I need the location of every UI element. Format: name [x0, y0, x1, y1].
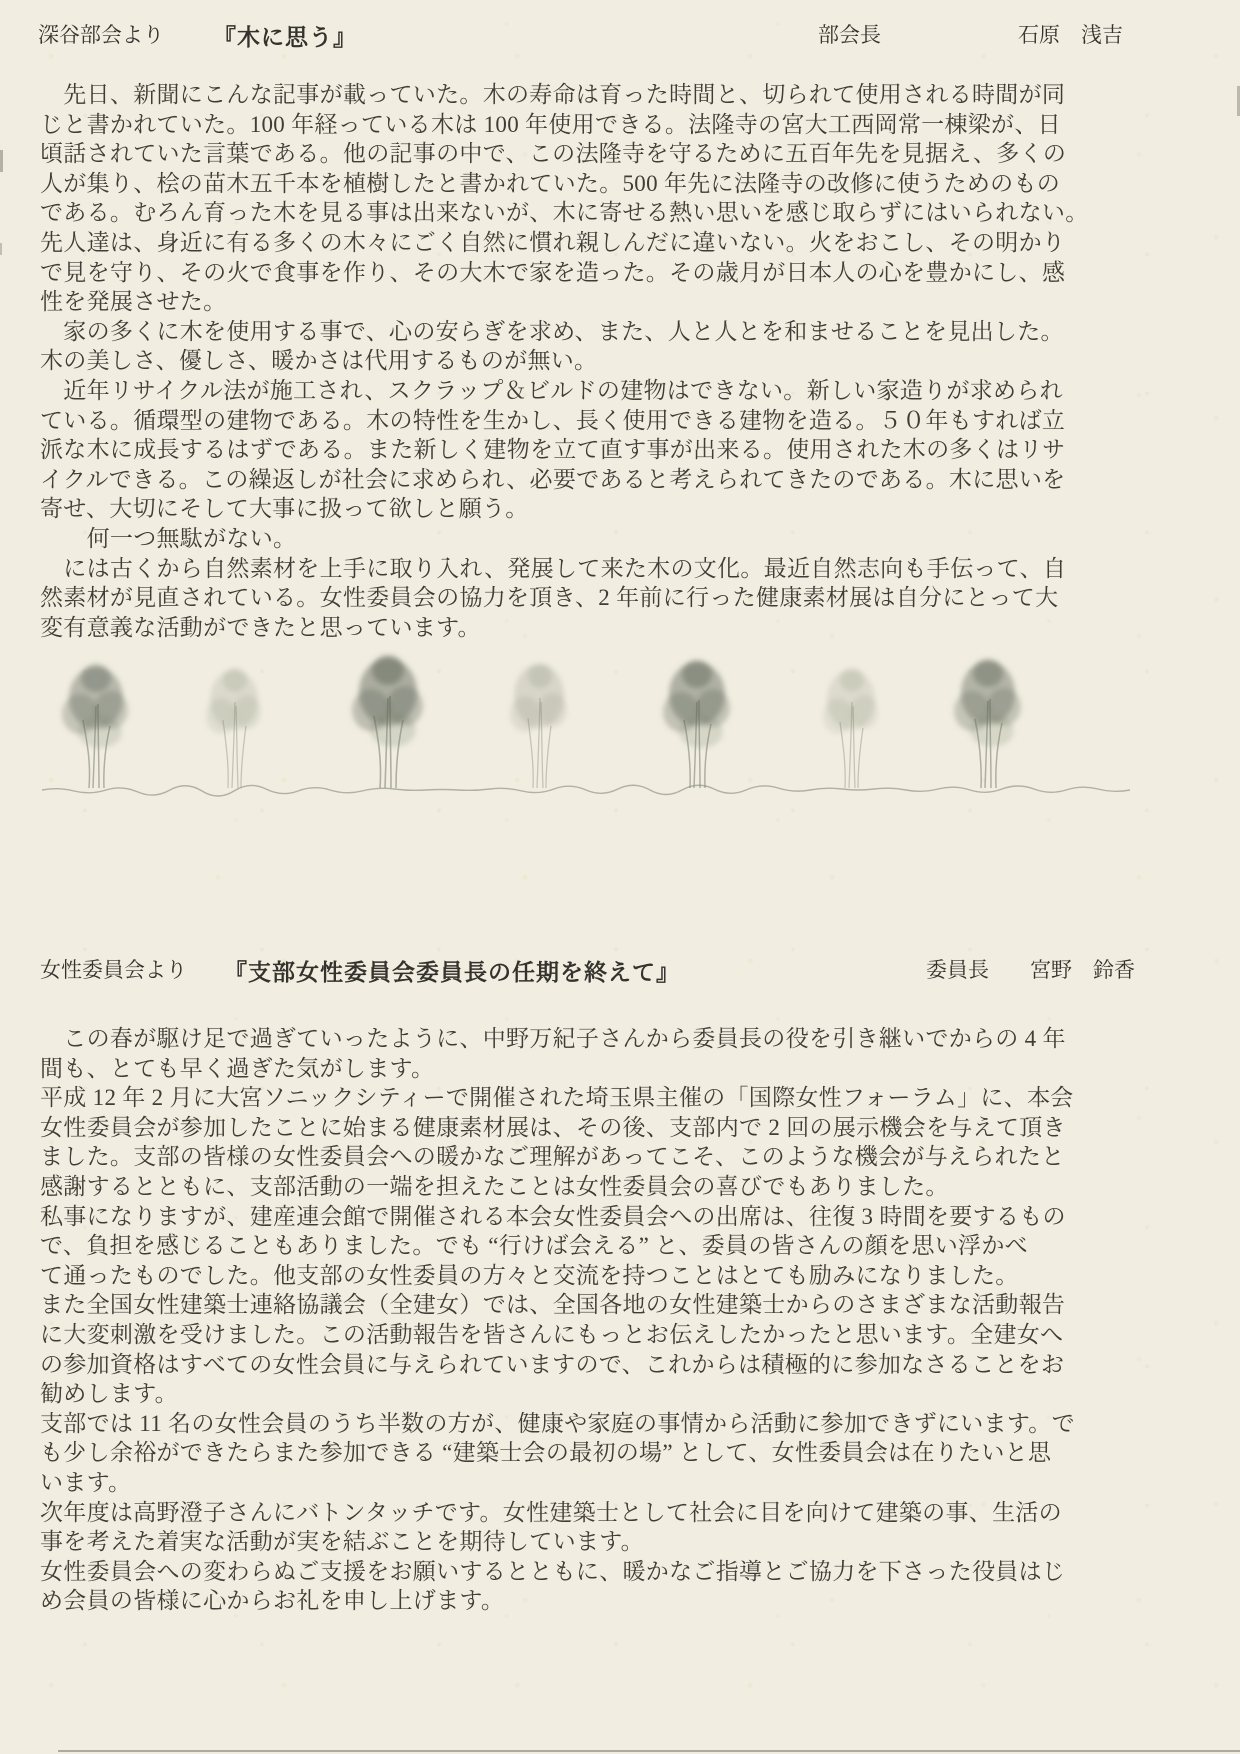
text-line: に大変刺激を受けました。この活動報告を皆さんにもっとお伝えしたかったと思います。全建女へ: [40, 1321, 1064, 1347]
text-line: も少し余裕ができたらまた参加できる “建築士会の最初の場” として、女性委員会は在りたいと思: [40, 1440, 1052, 1466]
text-line: の参加資格はすべての女性会員に与えられていますので、これからは積極的に参加なさることをお: [40, 1351, 1065, 1377]
tree-light: [823, 668, 878, 788]
ground-line: [42, 785, 1130, 796]
text-line: 寄せ、大切にそして大事に扱って欲しと願う。: [40, 496, 529, 522]
text-line: 事を考えた着実な活動が実を結ぶことを期待しています。: [40, 1529, 644, 1555]
text-line: ている。循環型の建物である。木の特性を生かし、長く使用できる建物を造る。５０年もすれば立: [40, 407, 1066, 433]
text-line: 勧めします。: [40, 1381, 178, 1407]
text-line: また全国女性建築士連絡協議会（全建女）では、全国各地の女性建築士からのさまざまな活動報告: [40, 1292, 1066, 1318]
text-line: 先日、新聞にこんな記事が載っていた。木の寿命は育った時間と、切られて使用される時間が同: [40, 82, 1066, 107]
text-line: 木の美しさ、優しさ、暖かさは代用するものが無い。: [40, 348, 598, 374]
text-line: 性を発展させた。: [40, 289, 227, 315]
tree-dark: [954, 659, 1021, 788]
text-line: 何一つ無駄がない。: [40, 525, 297, 551]
text-line: で、負担を感じることもありました。でも “行けば会える” と、委員の皆さんの顔を思い浮かべ: [40, 1233, 1028, 1259]
tree-dark: [62, 664, 128, 788]
text-line: で見を守り、その火で食事を作り、その大木で家を造った。その歳月が日本人の心を豊かにし、感: [40, 259, 1066, 285]
text-line: います。: [40, 1469, 132, 1495]
text-line: この春が駆け足で過ぎていったように、中野万紀子さんから委員長の役を引き継いでからの 4 年: [40, 1026, 1066, 1051]
text-line: じと書かれていた。100 年経っている木は 100 年使用できる。法隆寺の宮大工西岡常一棟梁が、日: [40, 111, 1061, 137]
text-line: 変有意義な活動ができたと思っています。: [40, 614, 481, 640]
text-line: 支部では 11 名の女性会員のうち半数の方が、健康や家庭の事情から活動に参加できずにいます。で: [40, 1410, 1075, 1436]
tree-dark: [663, 660, 730, 788]
text-line: 感謝するとともに、支部活動の一端を担えたことは女性委員会の喜びでもありました。: [40, 1173, 949, 1199]
article2-author-role: 委員長: [926, 959, 989, 982]
text-line: である。むろん育った木を見る事は出来ないが、木に寄せる熱い思いを感じ取らずにはいられない。: [40, 200, 1089, 226]
article1-author-name: 石原 浅吉: [1018, 24, 1123, 47]
text-line: 女性委員会が参加したことに始まる健康素材展は、その後、支部内で 2 回の展示機会を与えて頂き: [40, 1114, 1066, 1140]
scan-artifact: [0, 243, 2, 255]
text-line: 人が集り、桧の苗木五千本を植樹したと書かれていた。500 年先に法隆寺の改修に使うためのもの: [40, 170, 1061, 196]
scan-artifact: [0, 150, 3, 172]
article2-title: 『支部女性委員会委員長の任期を終えて』: [224, 959, 680, 985]
scan-edge-line: [58, 1750, 1240, 1752]
text-line: 次年度は高野澄子さんにバトンタッチです。女性建築士として社会に目を向けて建築の事、生活の: [40, 1499, 1062, 1525]
text-line: め会員の皆様に心からお礼を申し上げます。: [40, 1588, 505, 1614]
article1-source-label: 深谷部会より: [38, 24, 164, 47]
article2-author-name: 宮野 鈴香: [1030, 959, 1135, 982]
tree-light: [510, 664, 567, 788]
trees-illustration-icon: [36, 646, 1166, 816]
text-line: ました。支部の皆様の女性委員会への暖かなご理解があってこそ、このような機会が与えられたと: [40, 1144, 1065, 1170]
text-line: て通ったものでした。他支部の女性委員の方々と交流を持つことはとても励みになりました。: [40, 1262, 1019, 1288]
text-line: イクルできる。この繰返しが社会に求められ、必要であると考えられてきたのである。木に思いを: [40, 466, 1066, 492]
text-line: 然素材が見直されている。女性委員会の協力を頂き、2 年前に行った健康素材展は自分にとって大: [40, 585, 1059, 611]
article1-header: [0, 19, 1240, 49]
text-line: 頃話されていた言葉である。他の記事の中で、この法隆寺を守るために五百年先を見据え、多くの: [40, 141, 1067, 167]
article1-title: 『木に思う』: [213, 24, 357, 50]
article1-author-role: 部会長: [818, 24, 881, 47]
text-line: 派な木に成長するはずである。また新しく建物を立て直す事が出来る。使用された木の多くはリサ: [40, 437, 1066, 463]
text-line: 先人達は、身近に有る多くの木々にごく自然に慣れ親しんだに違いない。火をおこし、その明かり: [40, 229, 1066, 255]
text-line: 平成 12 年 2 月に大宮ソニックシティーで開催された埼玉県主催の「国際女性フォーラム」に、本会: [40, 1085, 1074, 1111]
text-line: 女性委員会への変わらぬご支援をお願いするとともに、暖かなご指導とご協力を下さった役員はじ: [40, 1558, 1066, 1584]
article2-body: [40, 1024, 1200, 1616]
tree-light: [206, 668, 261, 788]
article2-header: [0, 954, 1240, 984]
text-line: には古くから自然素材を上手に取り入れ、発展して来た木の文化。最近自然志向も手伝って、自: [40, 555, 1067, 581]
text-line: 家の多くに木を使用する事で、心の安らぎを求め、また、人と人とを和ませることを見出した。: [40, 318, 1064, 344]
article2-source-label: 女性委員会より: [40, 959, 187, 982]
tree-dark: [352, 655, 423, 788]
text-line: 私事になりますが、建産連会館で開催される本会女性委員会への出席は、往復 3 時間を要するもの: [40, 1203, 1066, 1229]
text-line: 間も、とても早く過ぎた気がします。: [40, 1055, 435, 1081]
article1-body: [40, 80, 1200, 642]
text-line: 近年リサイクル法が施工され、スクラップ＆ビルドの建物はできない。新しい家造りが求められ: [40, 377, 1063, 403]
